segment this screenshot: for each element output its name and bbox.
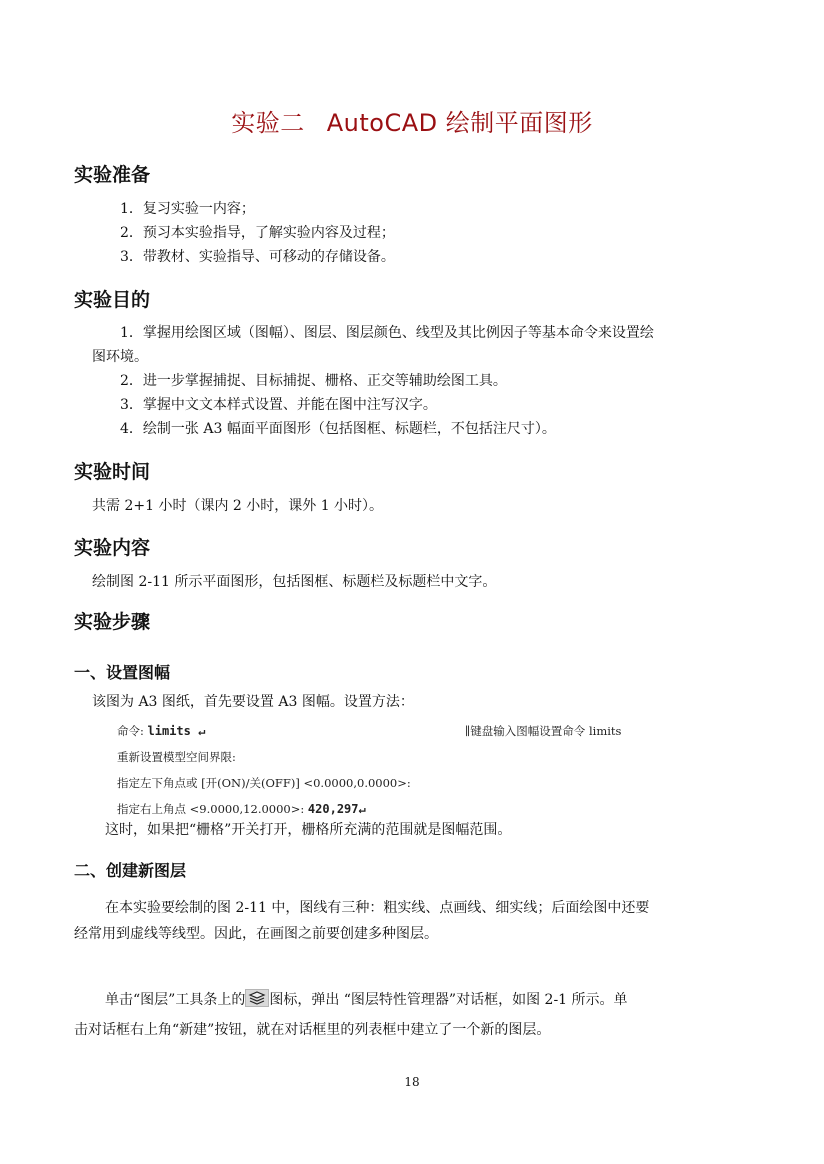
heading-sub2: 二、创建新图层	[74, 861, 187, 880]
heading-content: 实验内容	[74, 537, 151, 559]
sub2-para1-line2: 经常用到虚线等线型。因此，在画图之前要创建多种图层。	[74, 926, 438, 942]
heading-time: 实验时间	[74, 461, 151, 483]
cmd-value: limits ↵	[147, 724, 206, 738]
sub2-para2-before: 单击“图层”工具条上的	[105, 992, 246, 1008]
sub2-para2-line2: 击对话框右上角“新建”按钮，就在对话框里的列表框中建立了一个新的图层。	[74, 1022, 551, 1038]
page-title	[0, 103, 824, 138]
cmd-upper-right-value: 420,297↵	[307, 802, 366, 816]
cmd-upper-right	[117, 802, 366, 816]
sub1-intro: 该图为 A3 图纸，首先要设置 A3 图幅。设置方法：	[92, 694, 414, 710]
content-text: 绘制图 2-11 所示平面图形，包括图框、标题栏及标题栏中文字。	[92, 574, 497, 590]
cmd-reset: 重新设置模型空间界限:	[117, 750, 236, 764]
cmd-upper-right-prompt: 指定右上角点 <9.0000,12.0000>:	[117, 802, 305, 816]
goal-item-1-line2: 图环境。	[92, 349, 148, 365]
title-part2: AutoCAD 绘制平面图形	[326, 109, 593, 137]
prep-item-2: 2．预习本实验指导，了解实验内容及过程；	[120, 225, 395, 241]
sub2-para2-line1	[105, 989, 628, 1009]
prep-item-1: 1．复习实验一内容；	[120, 201, 255, 217]
layers-icon	[245, 989, 269, 1007]
page-number: 18	[404, 1075, 420, 1089]
heading-goal: 实验目的	[74, 289, 151, 311]
goal-item-1-line1: 1．掌握用绘图区域（图幅）、图层、图层颜色、线型及其比例因子等基本命令来设置绘	[120, 325, 654, 341]
heading-sub1: 一、设置图幅	[74, 663, 171, 682]
title-part1: 实验二	[231, 109, 305, 137]
cmd-prompt: 命令:	[117, 724, 144, 738]
heading-prep: 实验准备	[74, 164, 151, 186]
goal-item-3: 3．掌握中文文本样式设置、并能在图中注写汉字。	[120, 397, 437, 413]
sub2-para1-line1: 在本实验要绘制的图 2-11 中，图线有三种：粗实线、点画线、细实线；后面绘图中还要	[105, 900, 650, 916]
sub1-after: 这时，如果把“栅格”开关打开，栅格所充满的范围就是图幅范围。	[105, 822, 512, 838]
time-text: 共需 2+1 小时（课内 2 小时，课外 1 小时）。	[92, 498, 384, 514]
cmd-comment: ∥键盘输入图幅设置命令 limits	[465, 724, 622, 738]
goal-item-2: 2．进一步掌握捕捉、目标捕捉、栅格、正交等辅助绘图工具。	[120, 373, 507, 389]
prep-item-3: 3．带教材、实验指导、可移动的存储设备。	[120, 249, 395, 265]
cmd-lower-left: 指定左下角点或 [开(ON)/关(OFF)] <0.0000,0.0000>:	[117, 776, 411, 790]
goal-item-4: 4．绘制一张 A3 幅面平面图形（包括图框、标题栏，不包括注尺寸）。	[120, 421, 556, 437]
cmd-line	[117, 724, 205, 738]
heading-steps: 实验步骤	[74, 611, 151, 633]
sub2-para2-after: 图标，弹出 “图层特性管理器”对话框，如图 2-1 所示。单	[269, 992, 628, 1008]
